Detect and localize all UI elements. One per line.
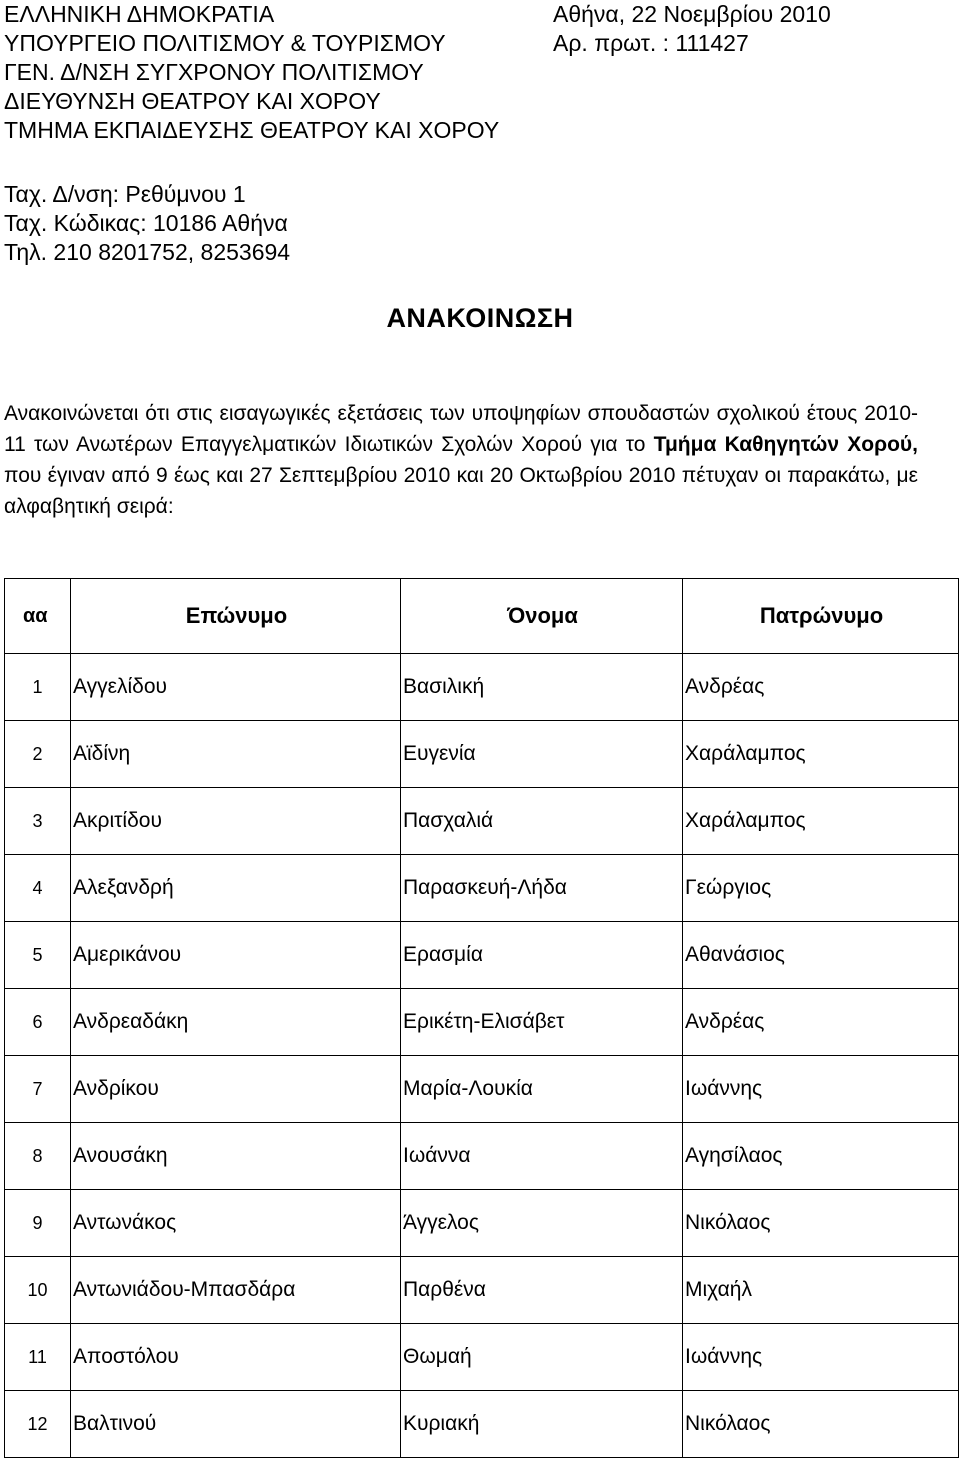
table-row [5, 1391, 959, 1458]
column-header-name: Όνομα [401, 579, 683, 654]
surname-cell: Αντωνάκος [71, 1190, 401, 1257]
postal-code: Ταχ. Κώδικας: 10186 Αθήνα [4, 210, 288, 236]
row-number-cell: 11 [5, 1324, 71, 1391]
table-header-row [5, 579, 959, 654]
announcement-text-1: Ανακοινώνεται ότι στις εισαγωγικές εξετάσεις των υποψηφίων σπουδαστών σχολικού έτους 2010-11 των Ανωτέρων Επαγγελματικών Ιδιωτικών Σχολών Χορού για το [4, 402, 918, 456]
table-row [5, 989, 959, 1056]
father-name-cell: Γεώργιος [683, 855, 959, 922]
name-cell: Πασχαλιά [401, 788, 683, 855]
table-row [5, 654, 959, 721]
surname-cell: Αμερικάνου [71, 922, 401, 989]
table-row [5, 1056, 959, 1123]
row-number-cell: 7 [5, 1056, 71, 1123]
father-name-cell: Χαράλαμπος [683, 721, 959, 788]
column-header-surname: Επώνυμο [71, 579, 401, 654]
father-name-cell: Ανδρέας [683, 654, 959, 721]
surname-cell: Ανδρίκου [71, 1056, 401, 1123]
table-row [5, 922, 959, 989]
row-number-cell: 9 [5, 1190, 71, 1257]
name-cell: Παρασκευή-Λήδα [401, 855, 683, 922]
row-number-cell: 5 [5, 922, 71, 989]
issuer-line: ΕΛΛΗΝΙΚΗ ΔΗΜΟΚΡΑΤΙΑ [4, 1, 275, 27]
announcement-bold-dept: Τμήμα Καθηγητών Χορού, [653, 433, 918, 456]
row-number-cell: 4 [5, 855, 71, 922]
table-row [5, 788, 959, 855]
name-cell: Θωμαή [401, 1324, 683, 1391]
date-protocol-block [553, 0, 831, 58]
father-name-cell: Αθανάσιος [683, 922, 959, 989]
table-row [5, 1324, 959, 1391]
row-number-cell: 6 [5, 989, 71, 1056]
issuer-line: ΤΜΗΜΑ ΕΚΠΑΙΔΕΥΣΗΣ ΘΕΑΤΡΟΥ ΚΑΙ ΧΟΡΟΥ [4, 117, 500, 143]
surname-cell: Αγγελίδου [71, 654, 401, 721]
father-name-cell: Νικόλαος [683, 1190, 959, 1257]
table-row [5, 1123, 959, 1190]
surname-cell: Ακριτίδου [71, 788, 401, 855]
name-cell: Ερασμία [401, 922, 683, 989]
table-row [5, 721, 959, 788]
document-title: ΑΝΑΚΟΙΝΩΣΗ [386, 303, 574, 333]
name-cell: Παρθένα [401, 1257, 683, 1324]
father-name-cell: Ανδρέας [683, 989, 959, 1056]
row-number-cell: 1 [5, 654, 71, 721]
surname-cell: Αϊδίνη [71, 721, 401, 788]
name-cell: Κυριακή [401, 1391, 683, 1458]
surname-cell: Ανδρεαδάκη [71, 989, 401, 1056]
results-table [4, 578, 959, 1458]
father-name-cell: Ιωάννης [683, 1324, 959, 1391]
protocol-number: Αρ. πρωτ. : 111427 [553, 30, 749, 56]
table-row [5, 1257, 959, 1324]
column-header-aa: αα [5, 579, 71, 654]
name-cell: Μαρία-Λουκία [401, 1056, 683, 1123]
name-cell: Άγγελος [401, 1190, 683, 1257]
row-number-cell: 12 [5, 1391, 71, 1458]
issuer-line: ΥΠΟΥΡΓΕΙΟ ΠΟΛΙΤΙΣΜΟΥ & ΤΟΥΡΙΣΜΟΥ [4, 30, 446, 56]
surname-cell: Ανουσάκη [71, 1123, 401, 1190]
issuer-line: ΔΙΕΥΘΥΝΣΗ ΘΕΑΤΡΟΥ ΚΑΙ ΧΟΡΟΥ [4, 88, 381, 114]
document-date: Αθήνα, 22 Νοεμβρίου 2010 [553, 1, 831, 27]
father-name-cell: Νικόλαος [683, 1391, 959, 1458]
surname-cell: Βαλτινού [71, 1391, 401, 1458]
name-cell: Ερικέτη-Ελισάβετ [401, 989, 683, 1056]
issuer-block [4, 0, 499, 145]
father-name-cell: Χαράλαμπος [683, 788, 959, 855]
father-name-cell: Αγησίλαος [683, 1123, 959, 1190]
table-row [5, 1190, 959, 1257]
issuer-line: ΓΕΝ. Δ/ΝΣΗ ΣΥΓΧΡΟΝΟΥ ΠΟΛΙΤΙΣΜΟΥ [4, 59, 424, 85]
surname-cell: Αποστόλου [71, 1324, 401, 1391]
contact-block [4, 180, 290, 267]
surname-cell: Αντωνιάδου-Μπασδάρα [71, 1257, 401, 1324]
announcement-paragraph [4, 398, 918, 522]
surname-cell: Αλεξανδρή [71, 855, 401, 922]
phone-numbers: Τηλ. 210 8201752, 8253694 [4, 239, 291, 265]
announcement-text-2: που έγιναν από 9 έως και 27 Σεπτεμβρίου 2010 και 20 Οκτωβρίου 2010 πέτυχαν οι παρακάτω, με αλφαβητική σειρά: [4, 464, 918, 518]
name-cell: Ιωάννα [401, 1123, 683, 1190]
name-cell: Ευγενία [401, 721, 683, 788]
column-header-father: Πατρώνυμο [683, 579, 959, 654]
father-name-cell: Μιχαήλ [683, 1257, 959, 1324]
row-number-cell: 10 [5, 1257, 71, 1324]
row-number-cell: 3 [5, 788, 71, 855]
table-row [5, 855, 959, 922]
father-name-cell: Ιωάννης [683, 1056, 959, 1123]
street-address: Ταχ. Δ/νση: Ρεθύμνου 1 [4, 181, 246, 207]
row-number-cell: 2 [5, 721, 71, 788]
row-number-cell: 8 [5, 1123, 71, 1190]
name-cell: Βασιλική [401, 654, 683, 721]
